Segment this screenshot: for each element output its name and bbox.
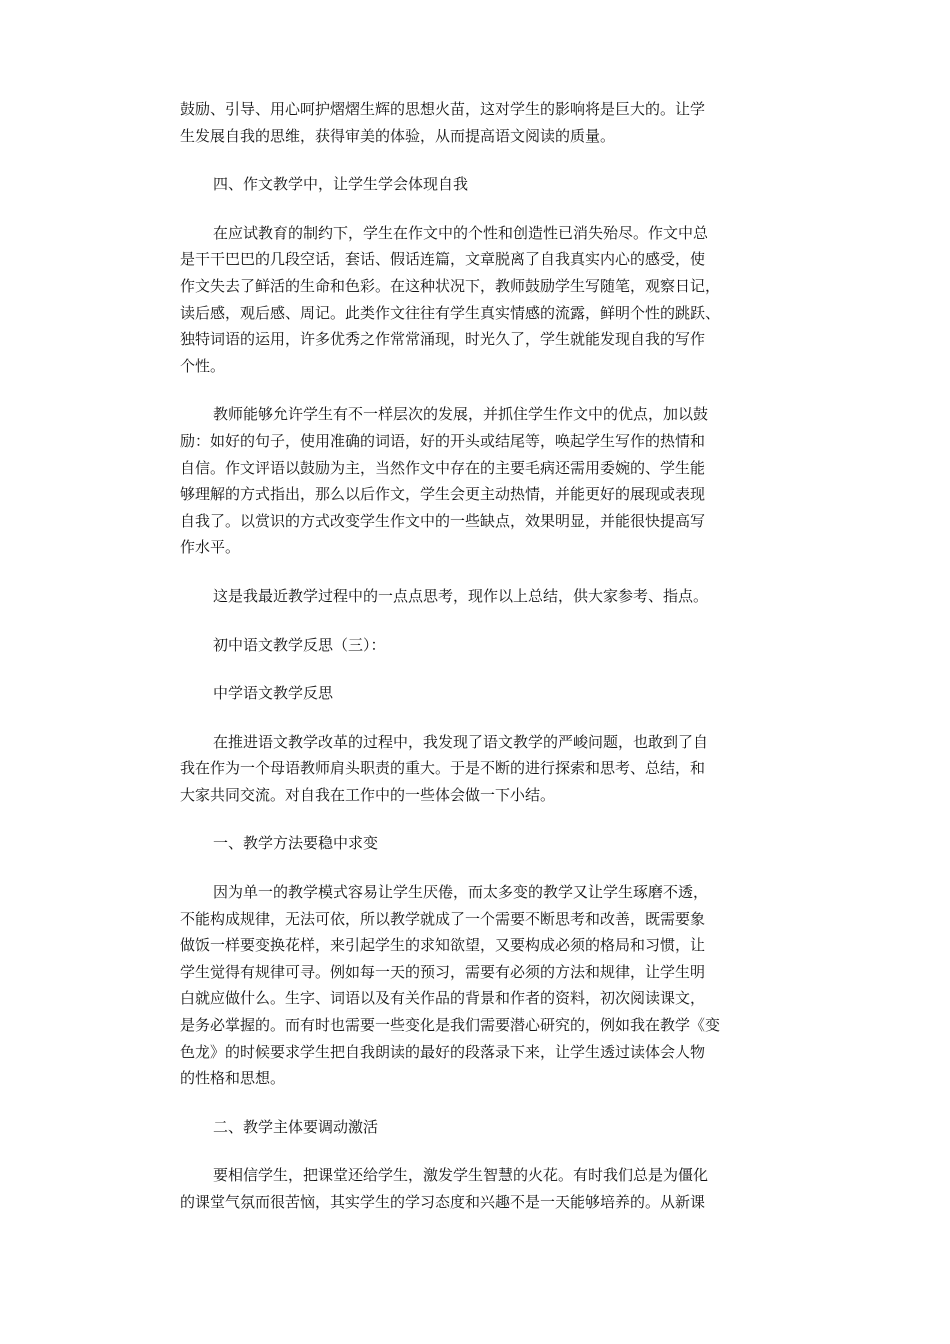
text-line: 要相信学生，把课堂还给学生，激发学生智慧的火花。有时我们总是为僵化 (213, 1166, 709, 1185)
section-heading (180, 1114, 774, 1141)
text-line: 的课堂气氛而很苦恼，其实学生的学习态度和兴趣不是一天能够培养的。从新课 (180, 1193, 706, 1211)
text-line: 学生觉得有规律可寻。例如每一天的预习，需要有必须的方法和规律，让学生明 (180, 962, 706, 981)
text-line: 生发展自我的思维，获得审美的体验，从而提高语文阅读的质量。 (180, 126, 616, 145)
text-line: 自信。作文评语以鼓励为主，当然作文中存在的主要毛病还需用委婉的、学生能 (180, 458, 706, 477)
paragraph-gap (180, 808, 774, 830)
paragraph-gap (180, 1140, 774, 1162)
paragraph-gap (180, 561, 774, 583)
text-line: 大家共同交流。对自我在工作中的一些体会做一下小结。 (180, 785, 556, 804)
paragraph-gap (180, 658, 774, 680)
paragraph-gap (180, 707, 774, 729)
paragraph-gap (180, 610, 774, 632)
text-line: 一、教学方法要稳中求变 (213, 834, 379, 853)
text-line: 色龙》的时候要求学生把自我朗读的最好的段落录下来，让学生透过读体会人物 (180, 1042, 706, 1061)
section-heading (180, 830, 774, 857)
text-line: 鼓励、引导、用心呵护熠熠生辉的思想火苗，这对学生的影响将是巨大的。让学 (180, 100, 706, 118)
text-line: 在应试教育的制约下，学生在作文中的个性和创造性已消失殆尽。作文中总 (213, 223, 709, 242)
section-heading (180, 680, 774, 707)
text-line: 白就应做什么。生字、词语以及有关作品的背景和作者的资料，初次阅读课文， (180, 989, 706, 1008)
paragraph (180, 220, 774, 380)
text-line: 在推进语文教学改革的过程中，我发现了语文教学的严峻问题，也敢到了自 (213, 732, 709, 751)
text-line: 初中语文教学反思（三）： (213, 635, 386, 654)
paragraph (180, 879, 774, 1092)
text-line: 四、作文教学中，让学生学会体现自我 (213, 175, 469, 194)
paragraph-gap (180, 1092, 774, 1114)
section-heading (180, 632, 774, 659)
section-heading (180, 171, 774, 198)
text-line: 我在作为一个母语教师肩头职责的重大。于是不断的进行探索和思考、总结，和 (180, 759, 706, 778)
text-line: 个性。 (180, 356, 226, 375)
text-line: 中学语文教学反思 (213, 684, 334, 703)
text-line: 的性格和思想。 (180, 1069, 286, 1088)
text-line: 做饭一样要变换花样，来引起学生的求知欲望，又要构成必须的格局和习惯，让 (180, 936, 706, 955)
paragraph (180, 1162, 774, 1215)
text-line: 作水平。 (180, 538, 241, 557)
text-line: 作文失去了鲜活的生命和色彩。在这种状况下，教师鼓励学生写随笔，观察日记， (180, 276, 721, 295)
text-line: 这是我最近教学过程中的一点点思考，现作以上总结，供大家参考、指点。 (213, 586, 709, 605)
paragraph (180, 401, 774, 561)
paragraph (180, 583, 774, 610)
paragraph-gap (180, 379, 774, 401)
paragraph-gap (180, 149, 774, 171)
text-line: 独特词语的运用，许多优秀之作常常涌现，时光久了，学生就能发现自我的写作 (180, 330, 706, 349)
paragraph (180, 96, 774, 149)
document-body (180, 96, 774, 1216)
text-line: 是干干巴巴的几段空话，套话、假话连篇，文章脱离了自我真实内心的感受，使 (180, 250, 706, 269)
text-line: 不能构成规律，无法可依，所以教学就成了一个需要不断思考和改善，既需要象 (180, 909, 706, 928)
paragraph (180, 729, 774, 809)
text-line: 因为单一的教学模式容易让学生厌倦，而太多变的教学又让学生琢磨不透， (213, 883, 709, 902)
paragraph-gap (180, 857, 774, 879)
paragraph-gap (180, 198, 774, 220)
text-line: 自我了。以赏识的方式改变学生作文中的一些缺点，效果明显，并能很快提高写 (180, 511, 706, 530)
text-line: 读后感，观后感、周记。此类作文往往有学生真实情感的流露，鲜明个性的跳跃、 (180, 303, 721, 322)
text-line: 教师能够允许学生有不一样层次的发展，并抓住学生作文中的优点，加以鼓 (213, 405, 709, 424)
text-line: 励：如好的句子，使用准确的词语，好的开头或结尾等，唤起学生写作的热情和 (180, 431, 706, 450)
text-line: 是务必掌握的。而有时也需要一些变化是我们需要潜心研究的，例如我在教学《变 (180, 1016, 721, 1035)
text-line: 二、教学主体要调动激活 (213, 1117, 379, 1136)
text-line: 够理解的方式指出，那么以后作文，学生会更主动热情，并能更好的展现或表现 (180, 485, 706, 504)
